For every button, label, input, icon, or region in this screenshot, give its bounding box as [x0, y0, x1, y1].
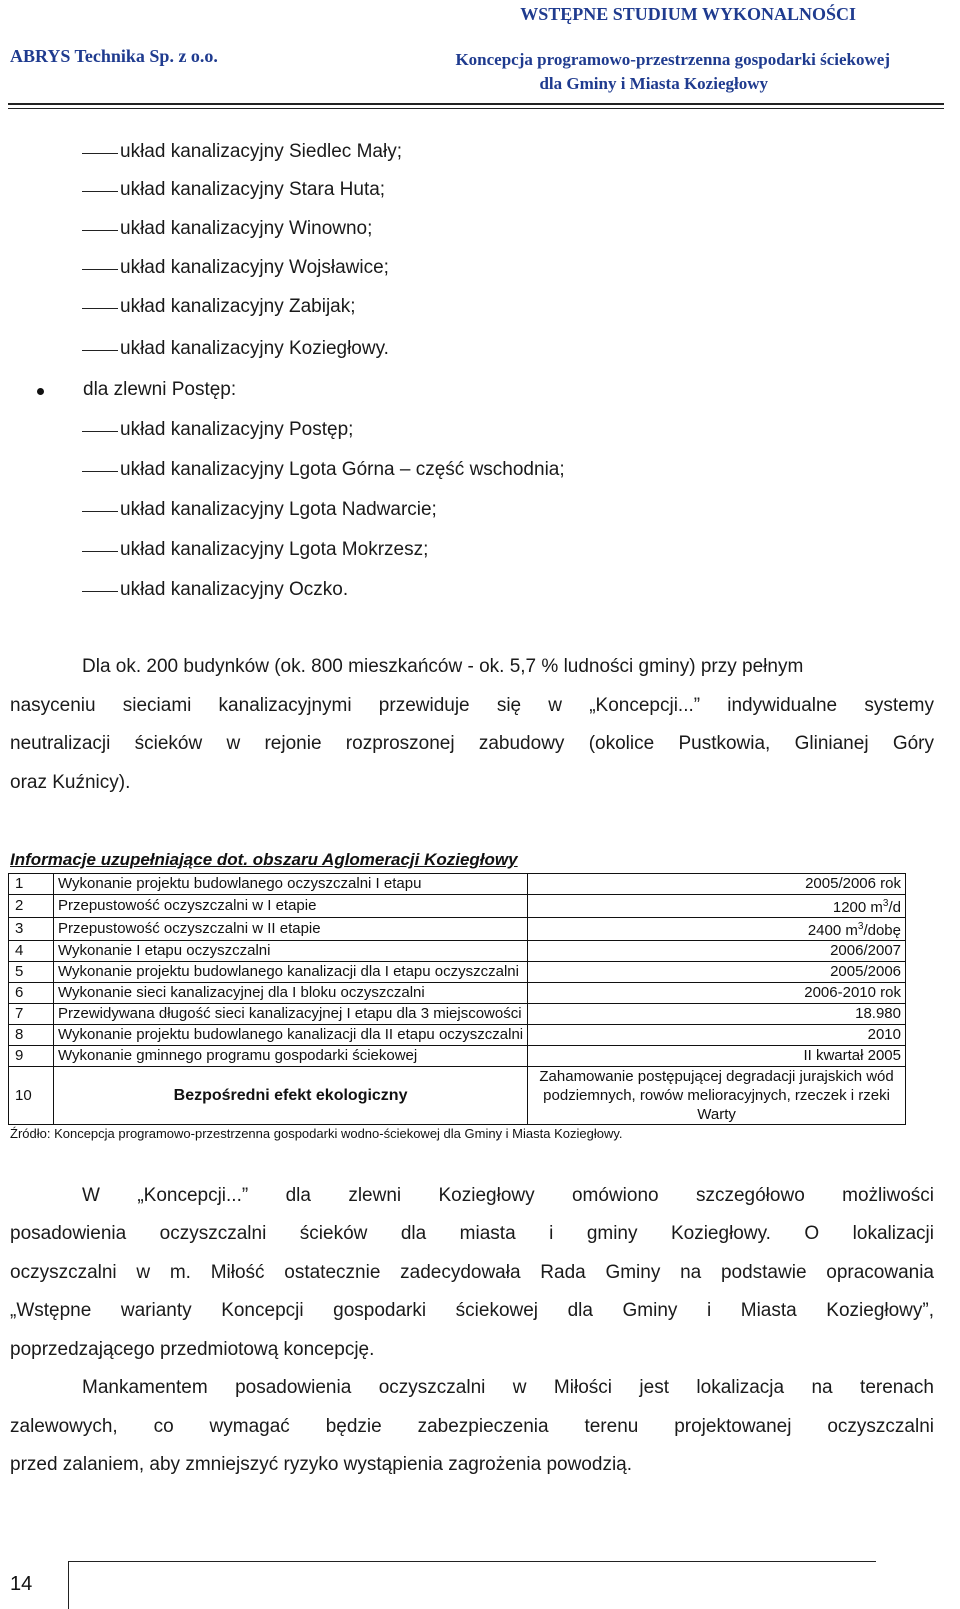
row-number: 6: [9, 983, 54, 1004]
table-heading: Informacje uzupełniające dot. obszaru Aglomeracji Koziegłowy: [10, 850, 518, 869]
list-item: układ kanalizacyjny Oczko.: [120, 579, 349, 600]
row-value: 2005/2006: [528, 962, 906, 983]
row-number: 8: [9, 1025, 54, 1046]
table-row: [9, 962, 906, 983]
list-item: układ kanalizacyjny Lgota Mokrzesz;: [120, 539, 429, 560]
row-label: Wykonanie projektu budowlanego oczyszczalni I etapu: [54, 874, 528, 895]
row-number: 1: [9, 874, 54, 895]
header-rule-thin: [8, 108, 944, 109]
header-subtitle-line1: Koncepcja programowo-przestrzenna gospodarki ściekowej: [455, 50, 890, 69]
dash-marker: [82, 350, 118, 351]
row-label: Bezpośredni efekt ekologiczny: [54, 1067, 528, 1125]
table-row: [9, 1025, 906, 1046]
info-table: [8, 873, 906, 1125]
table-row: [9, 895, 906, 918]
row-value: II kwartał 2005: [528, 1046, 906, 1067]
table-row: [9, 1067, 906, 1125]
list-item: układ kanalizacyjny Lgota Nadwarcie;: [120, 499, 437, 520]
row-value: 2006-2010 rok: [528, 983, 906, 1004]
list-item: układ kanalizacyjny Lgota Górna – część wschodnia;: [120, 459, 565, 480]
row-label: Przewidywana długość sieci kanalizacyjnej I etapu dla 3 miejscowości: [54, 1004, 528, 1025]
dash-marker: [82, 591, 118, 592]
value-superscript: 3: [857, 921, 864, 932]
dash-marker: [82, 431, 118, 432]
dash-marker: [82, 230, 118, 231]
table-row: [9, 1046, 906, 1067]
row-value: [528, 1067, 906, 1125]
row-value: 2005/2006 rok: [528, 874, 906, 895]
list-item: układ kanalizacyjny Wojsławice;: [120, 257, 389, 278]
paragraph-line: oraz Kuźnicy).: [10, 772, 131, 793]
value-text: 2400 m: [807, 922, 858, 939]
paragraph-line: „Wstępne warianty Koncepcji gospodarki ściekowej dla Gminy i Miasta Koziegłowy”,: [10, 1300, 934, 1321]
paragraph-line: przed zalaniem, aby zmniejszyć ryzyko wystąpienia zagrożenia powodzią.: [10, 1454, 633, 1475]
row-label: Wykonanie gminnego programu gospodarki ściekowej: [54, 1046, 528, 1067]
list-item: układ kanalizacyjny Stara Huta;: [120, 179, 386, 200]
row-value: [528, 895, 906, 918]
row-number: 7: [9, 1004, 54, 1025]
row-number: 2: [9, 895, 54, 918]
value-text: 1200 m: [832, 899, 883, 916]
paragraph-line: oczyszczalni w m. Miłość ostatecznie zadecydowała Rada Gminy na podstawie opracowania: [10, 1262, 934, 1283]
paragraph-line: poprzedzającego przedmiotową koncepcję.: [10, 1339, 375, 1360]
effect-line: podziemnych, rowów melioracyjnych, rzeczek i rzeki Warty: [543, 1087, 890, 1123]
footer-rule-vertical: [68, 1561, 69, 1609]
table-row: [9, 874, 906, 895]
paragraph-line: Dla ok. 200 budynków (ok. 800 mieszkańców - ok. 5,7 % ludności gminy) przy pełnym: [82, 656, 804, 677]
table-row: [9, 941, 906, 962]
list-item: układ kanalizacyjny Zabijak;: [120, 296, 356, 317]
row-label: Wykonanie I etapu oczyszczalni: [54, 941, 528, 962]
row-value: 18.980: [528, 1004, 906, 1025]
dash-marker: [82, 191, 118, 192]
row-number: 3: [9, 918, 54, 941]
paragraph-line: posadowienia oczyszczalni ścieków dla miasta i gminy Koziegłowy. O lokalizacji: [10, 1223, 934, 1244]
list-item: układ kanalizacyjny Siedlec Mały;: [120, 141, 402, 162]
row-value: 2006/2007: [528, 941, 906, 962]
header-company: ABRYS Technika Sp. z o.o.: [10, 46, 218, 66]
table-row: [9, 918, 906, 941]
footer-rule: [68, 1561, 876, 1562]
row-label: Wykonanie sieci kanalizacyjnej dla I bloku oczyszczalni: [54, 983, 528, 1004]
value-superscript: 3: [882, 898, 889, 909]
paragraph-line: zalewowych, co wymagać będzie zabezpieczenia terenu projektowanej oczyszczalni: [10, 1416, 934, 1437]
paragraph-line: neutralizacji ścieków w rejonie rozproszonej zabudowy (okolice Pustkowia, Glinianej Góry: [10, 733, 934, 754]
row-number: 9: [9, 1046, 54, 1067]
dash-marker: [82, 308, 118, 309]
value-suffix: /dobę: [863, 922, 901, 939]
row-label: Wykonanie projektu budowlanego kanalizacji dla II etapu oczyszczalni: [54, 1025, 528, 1046]
table-row: [9, 1004, 906, 1025]
paragraph-line: nasyceniu sieciami kanalizacyjnymi przewiduje się w „Koncepcji...” indywidualne systemy: [10, 695, 934, 716]
table-source: Źródło: Koncepcja programowo-przestrzenna gospodarki wodno-ściekowej dla Gminy i Miasta Koziegłowy.: [10, 1126, 623, 1141]
dash-marker: [82, 269, 118, 270]
row-label: Wykonanie projektu budowlanego kanalizacji dla I etapu oczyszczalni: [54, 962, 528, 983]
header-subtitle-line2: dla Gminy i Miasta Koziegłowy: [539, 74, 768, 93]
bullet-heading: dla zlewni Postęp:: [83, 379, 237, 400]
row-label: Przepustowość oczyszczalni w I etapie: [54, 895, 528, 918]
table-row: [9, 983, 906, 1004]
dash-marker: [82, 551, 118, 552]
dash-marker: [82, 471, 118, 472]
dash-marker: [82, 153, 118, 154]
row-number: 10: [9, 1067, 54, 1125]
value-suffix: /d: [888, 899, 901, 916]
dash-marker: [82, 511, 118, 512]
row-label: Przepustowość oczyszczalni w II etapie: [54, 918, 528, 941]
bullet-dot-icon: [37, 388, 44, 395]
page-number: 14: [10, 1573, 33, 1595]
row-number: 5: [9, 962, 54, 983]
header-title: WSTĘPNE STUDIUM WYKONALNOŚCI: [520, 4, 856, 24]
row-number: 4: [9, 941, 54, 962]
header-rule: [8, 103, 944, 105]
effect-line: Zahamowanie postępującej degradacji jurajskich wód: [539, 1068, 894, 1085]
row-value: 2010: [528, 1025, 906, 1046]
list-item: układ kanalizacyjny Koziegłowy.: [120, 338, 389, 359]
list-item: układ kanalizacyjny Winowno;: [120, 218, 373, 239]
row-value: [528, 918, 906, 941]
paragraph-line: W „Koncepcji...” dla zlewni Koziegłowy omówiono szczegółowo możliwości: [82, 1185, 934, 1206]
paragraph-line: Mankamentem posadowienia oczyszczalni w Miłości jest lokalizacja na terenach: [82, 1377, 934, 1398]
list-item: układ kanalizacyjny Postęp;: [120, 419, 354, 440]
